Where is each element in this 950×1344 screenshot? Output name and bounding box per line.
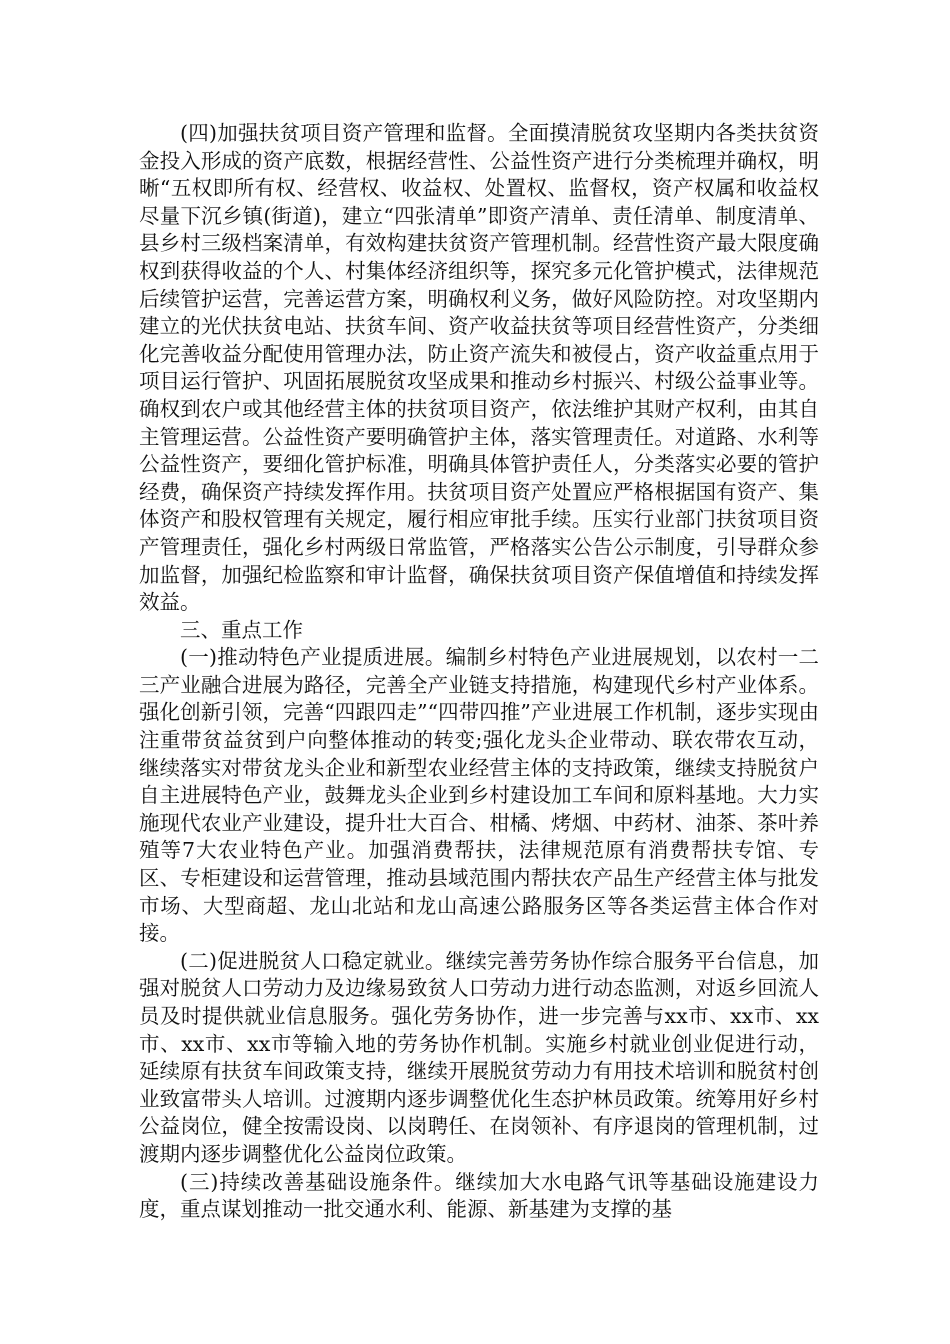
paragraph-employment: (二)促进脱贫人口稳定就业。继续完善劳务协作综合服务平台信息，加强对脱贫人口劳动力及边缘易致贫人口劳动力进行动态监测，对返乡回流人员及时提供就业信息服务。强化劳务协作，进一步完善与xx市、xx市、xx市、xx市、xx市等输入地的劳务协作机制。实施乡村就业创业促进行动，延续原有扶贫车间政策支持，继续开展脱贫劳动力有用技术培训和脱贫村创业致富带头人培训。过渡期内逐步调整优化生态护林员政策。统筹用好乡村公益岗位，健全按需设岗、以岗聘任、在岗领补、有序退岗的管理机制，过渡期内逐步调整优化公益岗位政策。 <box>139 948 819 1166</box>
paragraph-infrastructure: (三)持续改善基础设施条件。继续加大水电路气讯等基础设施建设力度，重点谋划推动一批交通水利、能源、新基建为支撑的基 <box>139 1169 819 1222</box>
paragraph-asset-management: (四)加强扶贫项目资产管理和监督。全面摸清脱贫攻坚期内各类扶贫资金投入形成的资产底数，根据经营性、公益性资产进行分类梳理并确权，明晰“五权即所有权、经营权、收益权、处置权、监督权，资产权属和收益权尽量下沉乡镇(街道)，建立“四张清单”即资产清单、责任清单、制度清单、县乡村三级档案清单，有效构建扶贫资产管理机制。经营性资产最大限度确权到获得收益的个人、村集体经济组织等，探究多元化管护模式，法律规范后续管护运营，完善运营方案，明确权利义务，做好风险防控。对攻坚期内建立的光伏扶贫电站、扶贫车间、资产收益扶贫等项目经营性资产，分类细化完善收益分配使用管理办法，防止资产流失和被侵占，资产收益重点用于项目运行管护、巩固拓展脱贫攻坚成果和推动乡村振兴、村级公益事业等。确权到农户或其他经营主体的扶贫项目资产，依法维护其财产权利，由其自主管理运营。公益性资产要明确管护主体，落实管理责任。对道路、水利等公益性资产，要细化管护标准，明确具体管护责任人，分类落实必要的管护经费，确保资产持续发挥作用。扶贫项目资产处置应严格根据国有资产、集体资产和股权管理有关规定，履行相应审批手续。压实行业部门扶贫项目资产管理责任，强化乡村两级日常监管，严格落实公告公示制度，引导群众参加监督，加强纪检监察和审计监督，确保扶贫项目资产保值增值和持续发挥效益。 <box>139 121 819 615</box>
paragraph-industry: (一)推动特色产业提质进展。编制乡村特色产业进展规划，以农村一二三产业融合进展为路径，完善全产业链支持措施，构建现代乡村产业体系。强化创新引领，完善“四跟四走”“四带四推”产业进展工作机制，逐步实现由注重带贫益贫到户向整体推动的转变;强化龙头企业带动、联农带农互动，继续落实对带贫龙头企业和新型农业经营主体的支持政策，继续支持脱贫户自主进展特色产业，鼓舞龙头企业到乡村建设加工车间和原料基地。大力实施现代农业产业建设，提升壮大百合、柑橘、烤烟、中药材、油茶、茶叶养殖等7大农业特色产业。加强消费帮扶，法律规范原有消费帮扶专馆、专区、专柜建设和运营管理，推动县域范围内帮扶农产品生产经营主体与批发市场、大型商超、龙山北站和龙山高速公路服务区等各类运营主体合作对接。 <box>139 645 819 946</box>
document-body <box>139 120 819 1224</box>
section-heading-key-work: 三、重点工作 <box>180 617 303 642</box>
